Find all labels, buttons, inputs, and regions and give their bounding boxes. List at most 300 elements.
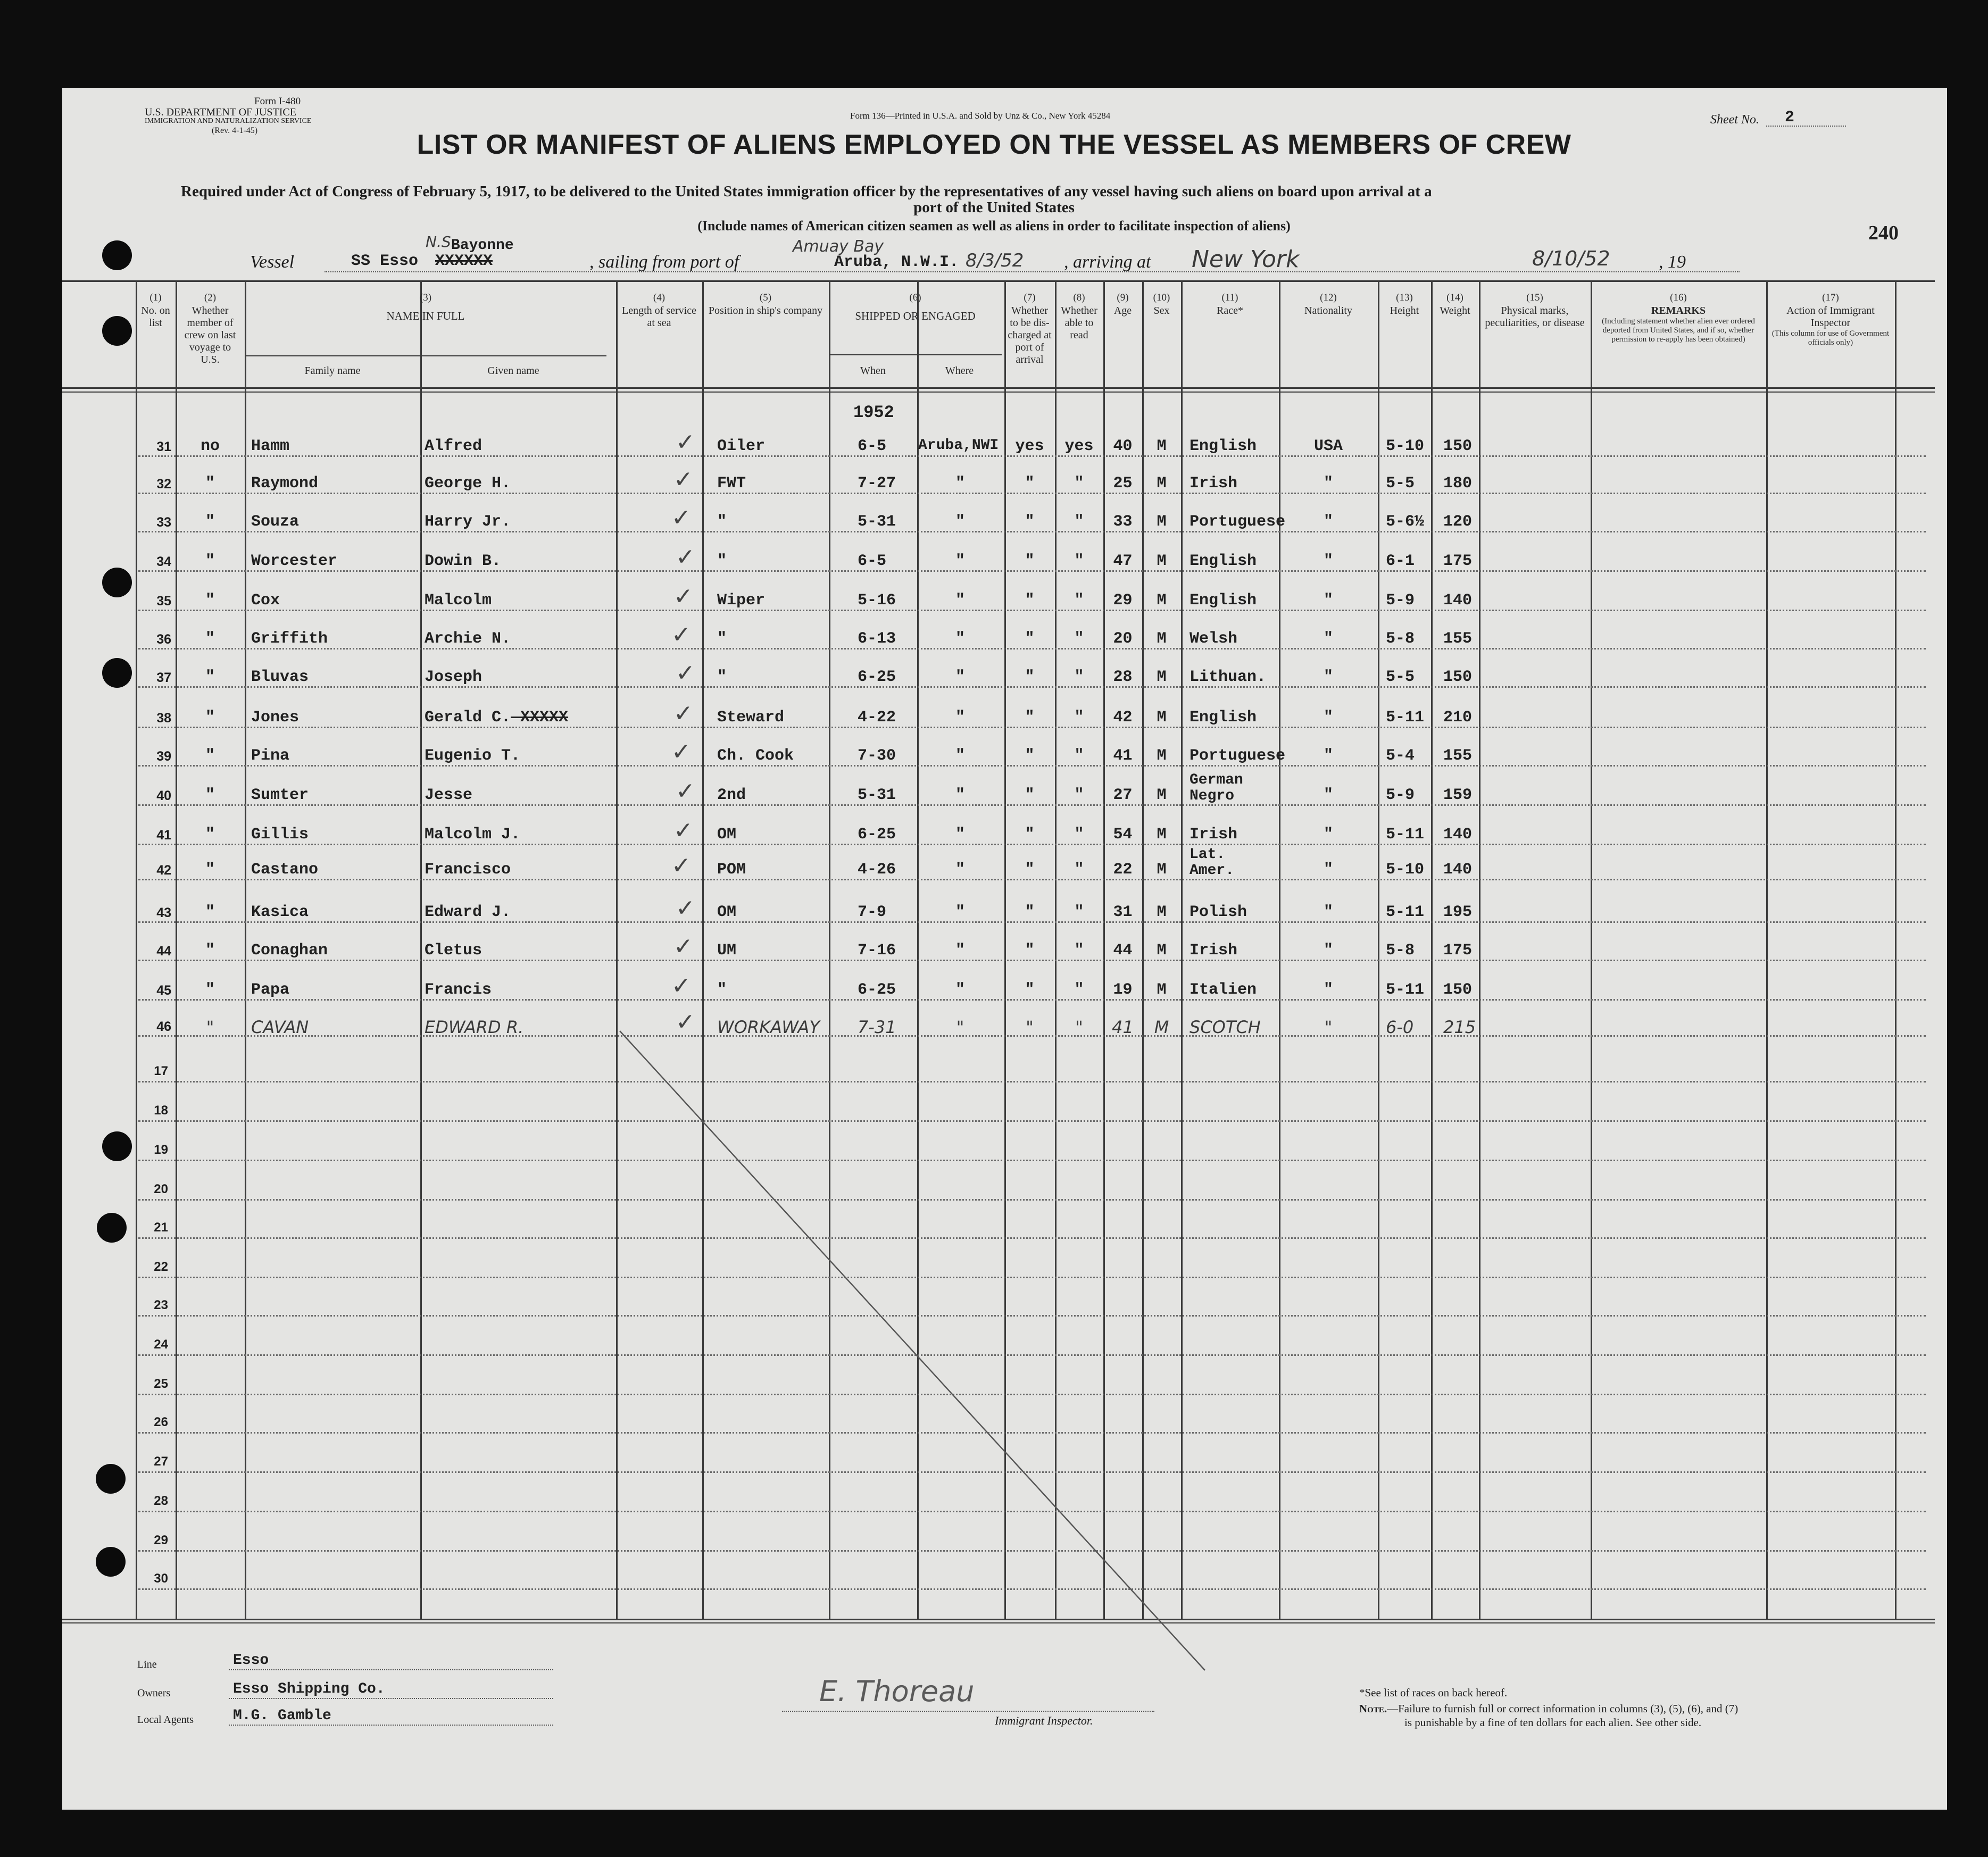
position: OM xyxy=(717,826,737,844)
age: 22 xyxy=(1113,861,1133,879)
shipped-where: " xyxy=(955,747,965,765)
given-name: Francis xyxy=(425,981,492,999)
nationality: USA xyxy=(1313,437,1343,455)
to-be-discharged: " xyxy=(1025,474,1035,493)
row-number: 20 xyxy=(154,1182,168,1196)
sex: M xyxy=(1157,552,1167,570)
position: Oiler xyxy=(717,437,766,455)
nationality: " xyxy=(1324,1017,1333,1037)
shipped-when: 5-31 xyxy=(858,513,896,531)
row-number: 30 xyxy=(154,1571,168,1586)
row-number: 18 xyxy=(154,1103,168,1118)
service: IMMIGRATION AND NATURALIZATION SERVICE xyxy=(145,117,312,125)
printer-line: Form 136—Printed in U.S.A. and Sold by Unz & Co., New York 45284 xyxy=(850,111,1111,121)
column-label: Height xyxy=(1390,305,1419,317)
service-checkmark-icon: ✓ xyxy=(676,660,695,687)
sex: M xyxy=(1157,592,1167,610)
weight: 210 xyxy=(1443,709,1473,727)
column-number: (17) xyxy=(1822,292,1839,303)
row-number: 40 xyxy=(156,788,171,803)
race: Lat. Amer. xyxy=(1190,846,1235,879)
to-be-discharged: " xyxy=(1025,552,1035,570)
column-label: SHIPPED OR ENGAGED xyxy=(855,310,976,322)
height: 5-8 xyxy=(1386,942,1415,960)
age: 28 xyxy=(1113,668,1133,686)
weight: 140 xyxy=(1443,592,1473,610)
service-checkmark-icon: ✓ xyxy=(673,817,693,844)
row-number: 31 xyxy=(156,439,171,454)
position: OM xyxy=(717,903,737,921)
row-number: 42 xyxy=(156,863,171,878)
position: 2nd xyxy=(717,786,746,804)
shipped-when: 5-16 xyxy=(858,592,896,610)
shipped-where: " xyxy=(955,903,965,921)
column-note: (Including statement whether alien ever ordered deported from United States, and if so, whether permission to re-apply has been obtained) xyxy=(1602,317,1755,344)
age: 31 xyxy=(1113,903,1133,921)
crew-last-voyage: " xyxy=(205,942,215,960)
shipped-where: " xyxy=(956,1017,964,1037)
row-number: 44 xyxy=(156,944,171,959)
given-name: Harry Jr. xyxy=(425,513,511,531)
age: 33 xyxy=(1113,513,1133,531)
family-name: Bluvas xyxy=(251,668,309,686)
shipped-when: 4-22 xyxy=(858,709,896,727)
age: 41 xyxy=(1113,747,1133,765)
family-name: Pina xyxy=(251,747,290,765)
service-checkmark-icon: ✓ xyxy=(676,544,695,571)
height: 5-4 xyxy=(1386,747,1415,765)
column-subheader: Family name xyxy=(304,365,361,377)
height: 6-0 xyxy=(1386,1017,1414,1037)
weight: 195 xyxy=(1443,903,1473,921)
height: 5-11 xyxy=(1386,826,1425,844)
height: 5-8 xyxy=(1386,630,1415,648)
crew-last-voyage: " xyxy=(205,981,215,999)
inspector-signature: E. Thoreau xyxy=(819,1675,975,1708)
shipped-when: 6-5 xyxy=(858,437,887,455)
row-number: 36 xyxy=(156,632,171,647)
column-number: (8) xyxy=(1073,292,1085,303)
shipped-where: " xyxy=(955,630,965,648)
height: 5-11 xyxy=(1386,981,1425,999)
race: SCOTCH xyxy=(1190,1017,1261,1037)
family-name: Hamm xyxy=(251,437,290,455)
sex: M xyxy=(1157,861,1167,879)
shipped-when: 7-30 xyxy=(858,747,896,765)
footer-line-value: Esso xyxy=(233,1652,269,1669)
able-to-read: " xyxy=(1074,630,1084,648)
row-number: 32 xyxy=(156,477,171,492)
sex: M xyxy=(1157,826,1167,844)
row-number: 27 xyxy=(154,1454,168,1469)
given-name: Edward J. xyxy=(425,903,511,921)
weight: 215 xyxy=(1443,1017,1476,1037)
weight: 140 xyxy=(1443,826,1473,844)
given-name: Archie N. xyxy=(425,630,511,648)
to-be-discharged: " xyxy=(1025,513,1035,531)
shipped-when: 7-31 xyxy=(858,1017,896,1037)
shipped-when: 6-25 xyxy=(858,981,896,999)
given-name: Eugenio T. xyxy=(425,747,521,765)
column-label: NAME IN FULL xyxy=(386,310,465,322)
row-number: 22 xyxy=(154,1260,168,1274)
shipped-where: " xyxy=(955,942,965,960)
race: Irish xyxy=(1190,474,1238,493)
height: 5-10 xyxy=(1386,437,1425,455)
position: Steward xyxy=(717,709,785,727)
sex: M xyxy=(1157,474,1167,493)
able-to-read: " xyxy=(1074,826,1084,844)
column-label: Sex xyxy=(1153,305,1170,317)
shipped-where: " xyxy=(955,552,965,570)
row-number: 23 xyxy=(154,1298,168,1312)
position: UM xyxy=(717,942,737,960)
column-number: (7) xyxy=(1024,292,1036,303)
weight: 175 xyxy=(1443,552,1473,570)
shipped-where: " xyxy=(955,474,965,493)
sailing-label: , sailing from port of xyxy=(589,252,739,272)
row-number: 41 xyxy=(156,828,171,843)
given-name: Cletus xyxy=(425,942,483,960)
row-number: 25 xyxy=(154,1377,168,1391)
crew-last-voyage: " xyxy=(205,630,215,648)
sex: M xyxy=(1157,437,1167,455)
service-checkmark-icon: ✓ xyxy=(673,933,693,960)
vessel-label: Vessel xyxy=(250,252,295,272)
crew-last-voyage: " xyxy=(205,826,215,844)
footer-underline2 xyxy=(229,1698,553,1699)
column-number: (9) xyxy=(1117,292,1129,303)
race: Irish xyxy=(1190,826,1238,844)
column-label: Whether to be dis-charged at port of arrival xyxy=(1008,305,1052,365)
nationality: " xyxy=(1323,747,1333,765)
row-number: 39 xyxy=(156,749,171,764)
crew-last-voyage: " xyxy=(205,474,215,493)
service-checkmark-icon: ✓ xyxy=(671,972,691,1000)
crew-last-voyage: " xyxy=(205,668,215,686)
race: English xyxy=(1190,437,1257,455)
shipped-where: " xyxy=(955,826,965,844)
given-name: Joseph xyxy=(425,668,483,686)
crew-last-voyage: no xyxy=(200,437,220,455)
shipped-where: " xyxy=(955,592,965,610)
family-name: Raymond xyxy=(251,474,319,493)
column-subheader: When xyxy=(860,365,886,377)
family-name: Papa xyxy=(251,981,290,999)
able-to-read: " xyxy=(1074,747,1084,765)
crew-last-voyage: " xyxy=(205,861,215,879)
given-name: Dowin B. xyxy=(425,552,502,570)
position: Ch. Cook xyxy=(717,747,794,765)
note-text1: —Failure to furnish full or correct information in columns (3), (5), (6), and (7) xyxy=(1387,1702,1739,1715)
service-checkmark-icon: ✓ xyxy=(676,895,695,922)
nationality: " xyxy=(1323,630,1333,648)
row-number: 28 xyxy=(154,1494,168,1508)
shipped-when: 7-16 xyxy=(858,942,896,960)
row-number: 43 xyxy=(156,905,171,920)
shipped-where: " xyxy=(955,668,965,686)
position: POM xyxy=(717,861,746,879)
shipped-when: 4-26 xyxy=(858,861,896,879)
column-label: Physical marks, peculiarities, or disease xyxy=(1485,305,1585,329)
page-stamp: 240 xyxy=(1868,222,1899,244)
able-to-read: " xyxy=(1074,668,1084,686)
penalty-note-line2: is punishable by a fine of ten dollars for each alien. See other side. xyxy=(1404,1716,1702,1729)
arriving-label: , arriving at xyxy=(1064,252,1151,272)
sheet-number: 2 xyxy=(1785,109,1795,127)
row-number: 37 xyxy=(156,670,171,685)
to-be-discharged: " xyxy=(1025,668,1035,686)
to-be-discharged: " xyxy=(1025,709,1035,727)
age: 25 xyxy=(1113,474,1133,493)
column-number: (3) xyxy=(419,292,432,303)
row-number: 38 xyxy=(156,711,171,726)
row-number: 34 xyxy=(156,554,171,569)
vessel-name: SS Esso xyxy=(351,252,419,270)
sex: M xyxy=(1157,747,1167,765)
given-name: Alfred xyxy=(425,437,483,455)
family-name: CAVAN xyxy=(251,1017,309,1037)
age: 54 xyxy=(1113,826,1133,844)
able-to-read: " xyxy=(1074,981,1084,999)
row-number: 35 xyxy=(156,594,171,609)
able-to-read: " xyxy=(1074,709,1084,727)
given-name-struck: XXXXX xyxy=(511,709,569,727)
age: 19 xyxy=(1113,981,1133,999)
shipped-when: 6-25 xyxy=(858,826,896,844)
height: 5-11 xyxy=(1386,903,1425,921)
race: Polish xyxy=(1190,903,1247,921)
given-name: Gerald C. XXXXX xyxy=(425,709,569,727)
given-name: Malcolm J. xyxy=(425,826,521,844)
height: 5-9 xyxy=(1386,786,1415,804)
row-number: 17 xyxy=(154,1064,168,1078)
able-to-read: " xyxy=(1074,786,1084,804)
nationality: " xyxy=(1323,474,1333,493)
row-number: 26 xyxy=(154,1415,168,1429)
footer-line-label: Line xyxy=(137,1659,157,1670)
footer-owners-label: Owners xyxy=(137,1687,171,1699)
able-to-read: yes xyxy=(1064,437,1094,455)
shipped-when: 7-9 xyxy=(858,903,887,921)
position: " xyxy=(717,630,727,648)
form-number: Form I-480 xyxy=(254,96,301,107)
sex: M xyxy=(1157,668,1167,686)
column-label: Whether able to read xyxy=(1061,305,1097,341)
crew-last-voyage: " xyxy=(205,747,215,765)
signature-underline xyxy=(782,1711,1154,1712)
row-number: 29 xyxy=(154,1533,168,1547)
to-be-discharged: yes xyxy=(1015,437,1044,455)
crew-last-voyage: " xyxy=(205,552,215,570)
crew-last-voyage: " xyxy=(205,592,215,610)
column-number: (11) xyxy=(1221,292,1238,303)
able-to-read: " xyxy=(1074,861,1084,879)
shipped-where: " xyxy=(955,709,965,727)
service-checkmark-icon: ✓ xyxy=(676,778,695,805)
given-name: Malcolm xyxy=(425,592,492,610)
row-number: 19 xyxy=(154,1143,168,1157)
age: 27 xyxy=(1113,786,1133,804)
to-be-discharged: " xyxy=(1025,903,1035,921)
nationality: " xyxy=(1323,552,1333,570)
sex: M xyxy=(1157,709,1167,727)
height: 5-9 xyxy=(1386,592,1415,610)
vessel-struck: XXXXXX xyxy=(435,252,493,270)
row-number: 33 xyxy=(156,515,171,530)
to-be-discharged: " xyxy=(1025,826,1035,844)
revision: (Rev. 4-1-45) xyxy=(212,126,258,135)
column-label: Action of Immigrant Inspector xyxy=(1786,305,1875,329)
crew-last-voyage: " xyxy=(205,513,215,531)
family-name: Kasica xyxy=(251,903,309,921)
nationality: " xyxy=(1323,513,1333,531)
column-number: (2) xyxy=(204,292,217,303)
sex: M xyxy=(1154,1017,1169,1037)
column-label: No. on list xyxy=(141,305,170,329)
service-checkmark-icon: ✓ xyxy=(671,504,691,531)
vessel-above-hand: N.S. xyxy=(426,233,456,251)
column-label: Position in ship's company xyxy=(708,305,823,317)
age: 42 xyxy=(1113,709,1133,727)
sex: M xyxy=(1157,630,1167,648)
height: 5-10 xyxy=(1386,861,1425,879)
footer-agents-value: M.G. Gamble xyxy=(233,1708,331,1724)
column-number: (14) xyxy=(1446,292,1463,303)
nationality: " xyxy=(1323,942,1333,960)
nationality: " xyxy=(1323,592,1333,610)
service-checkmark-icon: ✓ xyxy=(676,429,695,456)
service-checkmark-icon: ✓ xyxy=(673,583,693,610)
nationality: " xyxy=(1323,668,1333,686)
column-note: (This column for use of Government officials only) xyxy=(1771,329,1890,347)
crew-last-voyage: " xyxy=(205,903,215,921)
race: German Negro xyxy=(1190,772,1243,804)
race: Lithuan. xyxy=(1190,668,1267,686)
service-checkmark-icon: ✓ xyxy=(673,700,693,727)
column-number: (15) xyxy=(1526,292,1543,303)
crew-last-voyage: " xyxy=(205,786,215,804)
given-name: Jesse xyxy=(425,786,473,804)
sex: M xyxy=(1157,981,1167,999)
height: 5-11 xyxy=(1386,709,1425,727)
to-be-discharged: " xyxy=(1025,786,1035,804)
position: " xyxy=(717,513,727,531)
arriving-date: 8/10/52 xyxy=(1532,247,1610,270)
footer-underline3 xyxy=(229,1725,553,1726)
service-checkmark-icon: ✓ xyxy=(671,738,691,765)
sex: M xyxy=(1157,942,1167,960)
row-number: 24 xyxy=(154,1337,168,1352)
weight: 159 xyxy=(1443,786,1473,804)
height: 5-6½ xyxy=(1386,513,1425,531)
column-number: (10) xyxy=(1153,292,1170,303)
age: 44 xyxy=(1113,942,1133,960)
age: 40 xyxy=(1113,437,1133,455)
service-checkmark-icon: ✓ xyxy=(671,621,691,648)
age: 29 xyxy=(1113,592,1133,610)
able-to-read: " xyxy=(1074,592,1084,610)
to-be-discharged: " xyxy=(1025,861,1035,879)
age: 20 xyxy=(1113,630,1133,648)
footer-underline1 xyxy=(229,1669,553,1670)
given-name: EDWARD R. xyxy=(425,1017,524,1037)
column-number: (16) xyxy=(1670,292,1687,303)
column-subheader: Given name xyxy=(487,365,539,377)
position: " xyxy=(717,981,727,999)
position: " xyxy=(717,552,727,570)
family-name: Sumter xyxy=(251,786,309,804)
shipped-where: " xyxy=(955,981,965,999)
race: Portuguese xyxy=(1190,747,1286,765)
shipped-where: " xyxy=(955,513,965,531)
sailing-date: 8/3/52 xyxy=(966,250,1024,271)
shipped-when: 6-13 xyxy=(858,630,896,648)
race: Italien xyxy=(1190,981,1257,999)
column-label: Race* xyxy=(1217,305,1243,317)
crew-last-voyage: " xyxy=(205,709,215,727)
weight: 180 xyxy=(1443,474,1473,493)
nationality: " xyxy=(1323,826,1333,844)
column-label: Nationality xyxy=(1304,305,1352,317)
race: Portuguese xyxy=(1190,513,1286,531)
arriving-port: New York xyxy=(1192,246,1300,273)
to-be-discharged: " xyxy=(1026,1017,1034,1037)
race: Irish xyxy=(1190,942,1238,960)
shipped-when: 5-31 xyxy=(858,786,896,804)
able-to-read: " xyxy=(1074,552,1084,570)
able-to-read: " xyxy=(1074,513,1084,531)
race: English xyxy=(1190,592,1257,610)
row-number: 45 xyxy=(156,983,171,998)
weight: 155 xyxy=(1443,630,1473,648)
height: 5-5 xyxy=(1386,668,1415,686)
to-be-discharged: " xyxy=(1025,981,1035,999)
given-name: George H. xyxy=(425,474,511,493)
column-label: Whether member of crew on last voyage to U.S. xyxy=(184,305,236,365)
column-label: Length of service at sea xyxy=(622,305,696,329)
age: 47 xyxy=(1113,552,1133,570)
column-number: (4) xyxy=(653,292,666,303)
subtitle-line2: port of the United States xyxy=(913,199,1075,216)
family-name: Griffith xyxy=(251,630,328,648)
family-name: Souza xyxy=(251,513,300,531)
subtitle-line1: Required under Act of Congress of February 5, 1917, to be delivered to the United States immigration officer by the representatives of any vessel having such aliens on board upon arrival at a xyxy=(181,183,1432,200)
department: U.S. DEPARTMENT OF JUSTICE xyxy=(145,106,296,118)
to-be-discharged: " xyxy=(1025,592,1035,610)
year-note: 1952 xyxy=(853,403,894,422)
note-label: Note. xyxy=(1359,1702,1387,1715)
to-be-discharged: " xyxy=(1025,747,1035,765)
weight: 150 xyxy=(1443,437,1473,455)
weight: 155 xyxy=(1443,747,1473,765)
given-name: Francisco xyxy=(425,861,511,879)
inspector-label: Immigrant Inspector. xyxy=(995,1714,1093,1727)
able-to-read: " xyxy=(1074,903,1084,921)
column-label: Age xyxy=(1113,305,1132,317)
footer-agents-label: Local Agents xyxy=(137,1714,194,1726)
nationality: " xyxy=(1323,709,1333,727)
footer-owners-value: Esso Shipping Co. xyxy=(233,1681,385,1697)
sex: M xyxy=(1157,786,1167,804)
race: English xyxy=(1190,709,1257,727)
able-to-read: " xyxy=(1074,474,1084,493)
age: 41 xyxy=(1112,1017,1134,1037)
column-number: (1) xyxy=(149,292,162,303)
row-number: 21 xyxy=(154,1220,168,1235)
family-name: Worcester xyxy=(251,552,338,570)
penalty-note-line1 xyxy=(1359,1702,1738,1716)
